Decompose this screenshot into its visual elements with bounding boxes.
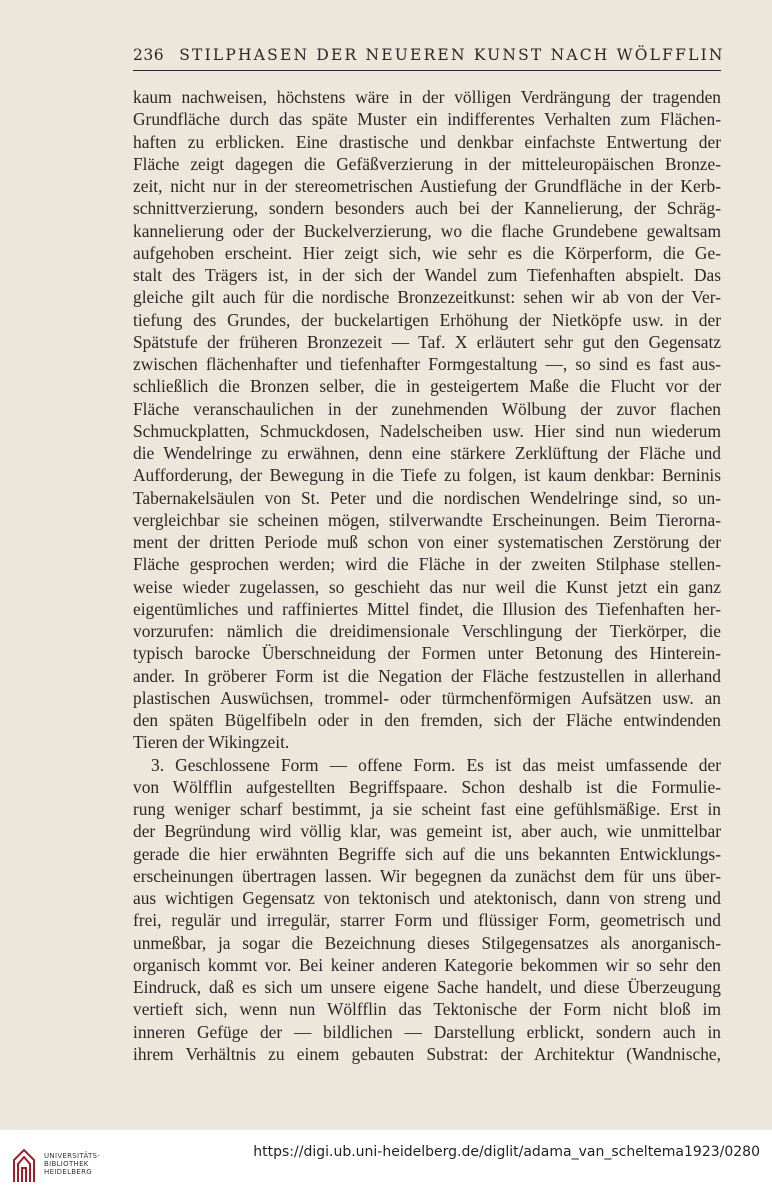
text-line: gleiche gilt auch für die nordische Bronzezeitkunst: sehen wir ab von der Ver- [133, 287, 721, 308]
text-line: Fläche veranschaulichen in der zunehmenden Wölbung der zuvor flachen [133, 398, 721, 419]
text-line: ihrem Verhältnis zu einem gebauten Substrat: der Architektur (Wandnische, [133, 1043, 721, 1064]
text-line: eigentümliches und raffiniertes Mittel findet, die Illusion des Tiefenhaften her- [133, 598, 721, 619]
text-line: schließlich die Bronzen selber, die in gesteigertem Maße die Flucht vor der [133, 376, 721, 397]
text-line: haften zu erblicken. Eine drastische und denkbar einfachste Entwertung der [133, 131, 721, 152]
text-line: vertieft sich, wenn nun Wölfflin das Tektonische der Form nicht bloß im [133, 999, 721, 1020]
text-line: aus wichtigen Gegensatz von tektonisch und atektonisch, dann von streng und [133, 888, 721, 908]
text-line: kannelierung oder der Buckelverzierung, wo die flache Grundebene gewaltsam [133, 220, 721, 241]
text-line: vergleichbar sie scheinen mögen, stilverwandte Erscheinungen. Beim Tierorna- [133, 509, 721, 530]
text-line: 3. Geschlossene Form — offene Form. Es ist das meist umfassende der [151, 754, 721, 775]
text-line: plastischen Auswüchsen, trommel- oder türmchenförmigen Aufsätzen usw. an [133, 687, 721, 708]
header-rule [133, 70, 721, 71]
text-line: Aufforderung, der Bewegung in die Tiefe zu folgen, ist kaum denkbar: Berninis [133, 465, 721, 486]
footer-bar [0, 1130, 772, 1194]
body-text [133, 86, 721, 1065]
library-name [44, 1152, 100, 1176]
page-number: 236 [133, 46, 165, 64]
running-header [133, 46, 725, 68]
text-line: erscheinungen übertragen lassen. Wir begegnen da zunächst dem für uns über- [133, 865, 721, 886]
text-line: organisch kommt vor. Bei keiner anderen Kategorie bekommen wir so sehr den [133, 954, 721, 975]
text-line: Fläche gesprochen werden; wird die Fläche in der zweiten Stilphase stellen- [133, 554, 721, 575]
text-line: den späten Bügelfibeln oder in den fremden, sich der Fläche entwindenden [133, 710, 721, 730]
text-line: Eindruck, daß es sich um unsere eigene Sache handelt, und diese Überzeugung [133, 977, 721, 997]
text-line: unmeßbar, ja sogar die Bezeichnung dieses Stilgegensatzes als anorganisch- [133, 932, 721, 953]
text-line: Tieren der Wikingzeit. [133, 732, 290, 753]
text-line: typisch barocke Überschneidung der Formen unter Betonung des Hinterein- [133, 643, 721, 664]
text-line: stalt des Trägers ist, in der sich der Wandel zum Tiefenhaften abspielt. Das [133, 265, 721, 285]
text-line: zeit, nicht nur in der stereometrischen Austiefung der Grundfläche in der Kerb- [133, 176, 721, 196]
text-line: zwischen flächenhafter und tiefenhafter Formgestaltung —, so sind es fast aus- [133, 354, 721, 374]
source-url-link[interactable]: https://digi.ub.uni-heidelberg.de/diglit/adama_van_scheltema1923/0280 [253, 1144, 760, 1160]
text-line: von Wölfflin aufgestellten Begriffspaare. Schon deshalb ist die Formulie- [133, 776, 721, 797]
text-line: kaum nachweisen, höchstens wäre in der völligen Verdrängung der tragenden [133, 87, 721, 107]
library-name-line: BIBLIOTHEK [44, 1160, 89, 1168]
library-name-line: HEIDELBERG [44, 1168, 92, 1176]
text-line: tiefung des Grundes, der buckelartigen Erhöhung der Nietköpfe usw. in der [133, 309, 721, 330]
text-line: inneren Gefüge der — bildlichen — Darstellung erblickt, sondern auch in [133, 1021, 721, 1042]
text-line: die Wendelringe zu erwähnen, denn eine stärkere Zerklüftung der Fläche und [133, 443, 721, 463]
text-line: frei, regulär und irregulär, starrer Form und flüssiger Form, geometrisch und [133, 910, 721, 931]
text-line: aufgehoben erscheint. Hier zeigt sich, wie sehr es die Körperform, die Ge- [133, 242, 721, 263]
text-line: Tabernakelsäulen von St. Peter und die nordischen Wendelringe sind, so un- [133, 487, 721, 508]
text-line: Grundfläche durch das späte Muster ein indifferentes Verhalten zum Flächen- [133, 109, 721, 130]
heidelberg-library-logo-icon [8, 1146, 40, 1186]
text-line: ment der dritten Periode muß schon von einer systematischen Zerstörung der [133, 532, 721, 552]
text-line: vorzurufen: nämlich die dreidimensionale Verschlingung der Tierkörper, die [133, 621, 721, 641]
text-line: Schmuckplatten, Schmuckdosen, Nadelscheiben usw. Hier sind nun wiederum [133, 420, 721, 441]
text-line: ander. In gröberer Form ist die Negation der Fläche festzustellen in allerhand [133, 665, 721, 686]
text-line: Spätstufe der früheren Bronzezeit — Taf. X erläutert sehr gut den Gegensatz [133, 331, 721, 352]
library-name-line: UNIVERSITÄTS- [44, 1152, 101, 1160]
text-line: der Begründung wird völlig klar, was gemeint ist, aber auch, wie unmittelbar [133, 821, 721, 842]
text-line: gerade die hier erwähnten Begriffe sich auf die uns bekannten Entwicklungs- [133, 843, 721, 864]
text-line: Fläche zeigt dagegen die Gefäßverzierung in der mitteleuropäischen Bronze- [133, 153, 721, 174]
text-line: rung weniger scharf bestimmt, ja sie scheint fast eine gefühlsmäßige. Erst in [133, 799, 721, 819]
text-line: weise wieder zugelassen, so geschieht das nur weil die Kunst jetzt ein ganz [133, 576, 721, 597]
text-line: schnittverzierung, sondern besonders auch bei der Kannelierung, der Schräg- [133, 198, 721, 219]
running-title: STILPHASEN DER NEUEREN KUNST NACH WÖLFFLIN [179, 46, 725, 64]
